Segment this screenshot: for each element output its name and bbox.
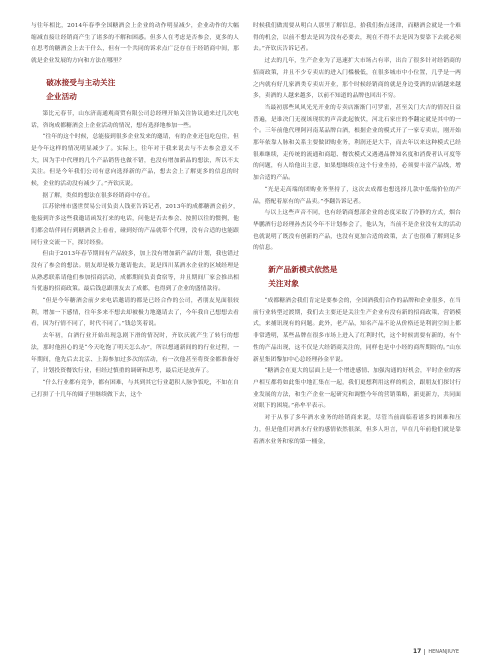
paragraph: 据了解，类似的想法在很多经销商中存在。 <box>42 192 154 199</box>
section-heading-line: 关注对象 <box>268 279 299 289</box>
section-heading-2 <box>253 263 461 291</box>
section-heading-1 <box>31 76 239 104</box>
right-column <box>253 21 461 448</box>
paragraph: 对于从事了多年酒水业务的经销商来说，尽管当前面临着诸多的困难和压力，但是他们对酒水行业的感情依然很深，但多人坦言，早在几年前他们就是靠着酒水业务和家的第一桶金， <box>253 415 461 445</box>
paragraph: 江苏徐州市盛世贸易公司负责人钱亚告诉记者，2013年的成都糖酒会前夕，他接到许多这些我邀请函发打来的电话，问他是否去参会、按照以往的惯例，他们都会结伴同行到糖酒会上看看，碰到好的产品就带个代理，没有合适的也能跟同行业交流一下，探讨经验。 <box>31 204 239 246</box>
paragraph: “光是走高端的团购业务坚持了，这次去成都也想选择几款中低端价位的产品，搭配着原有的产品卖。”李翻告诉记者。 <box>253 186 461 205</box>
paragraph: 时候我们做需要从明白人那里了解信息，拾我们指点迷津，而糖酒会就是一个难得的机会，以前不想去是因为没有必要去，现在不得不去是因为要靠下去就必须去。”齐钦庆告诉记者。 <box>253 23 461 53</box>
paragraph: “成都糖酒会我们肯定是要参会的，全国酒我们合作的品牌和企业很多，在当前行业转型过渡期，我们去主要还是关注生产企业有没有新的招商政策，营销模式，来捕讯现有的问题。此外，老产品，知名产品不论从价格还是利润空间上都非常透明，某些品牌在很多市场上进入了红利时代，这个时候需要有新的，有个性的产品出现，这不仅是大经销商关注的，同样也是中小经的商所期盼的。”山东新星集团黎加中心总经理孙金平说。 <box>253 298 461 363</box>
paragraph: “糖酒会在更大的层面上是一个增进感情、加强沟通的好机会，平时企业的客户相互都将如此集中地汇集在一起，我们更想利用这样的机会，跟朋友们探讨行业发展的方法，和生产企业一起研究和调整今年的营销策略，新更新力，共同面对眼下的困境。”孙牟平表示。 <box>253 368 461 410</box>
paragraph: “但是今年糖酒会前夕来电话邀请的都是已经合作的公司，者朋友见面很较利，增加一下感情，往年多来不想去却被极力地邀请去了，今年我自己想想去看看，因为行情不同了，时代不同了。”钱总笑着说。 <box>31 298 239 328</box>
paragraph: “往年的这个时候，总能接到很多企业发来的邀请，有的企业还包吃包住，但是今年这样的情况明显减少了。实际上，往年对于我来说去与不去参会意义不大，因为手中代理的几个产品销售也做不错，也没有增加新品的想法，所以不太关注。但是今年我们公司有意向选择新的产品，想去会上了解更多的信息的时候，企业的活动没有减少了。”齐钦庆说。 <box>31 134 239 188</box>
paragraph: 第比元春节，山东济南通观商贸有限公司总经理开始关注协议通来过几次电话，咨询成都糖酒会上企业活动的情况，想有选择地参加一些。 <box>31 110 239 129</box>
paragraph: 但由于2013年春节期间有产品较多，加上没有增加新产品的计划，我也错过没有了参会的想法。朋友却是极力邀请他去，说是四川某酒水企业的区域经理是从熟悉联系请他们参加招商活动，成都期间负责食宿等，并且期间厂家会推出相当优惠的招商政策。最后钱总跟朋友去了成都，也得到了企业的盛情款待。 <box>31 251 239 293</box>
left-column <box>31 21 239 401</box>
magazine-name: HENANJIUYE <box>428 648 459 655</box>
section-heading-line: 新产品新模式依然是 <box>268 265 338 275</box>
paragraph: 去年初，白酒行业开始出现急剧下滑的情况时，齐钦庆就产生了转行的想法，那时他担心的是“今天吃饱了明天怎么办”，所以想通新间的的行业过程，一年期间，他先后去北京、上海参加过多次的活动，有一次他甚至将资金都准备好了，计划投资餐饮行业，但经过慎重的调研和思考，最后还是放弃了。 <box>31 333 239 375</box>
page-footer <box>413 648 459 655</box>
paragraph: 过去的几年，生产企业为了迅速扩大市场占有率，出台了很多针对经销商的招商政策，并且不少专卖店的进入门槛极低，在很多城市中小位置，几乎是一两之内就有好几家酒类专卖店开业，那个时候经销商的就是身边受酒的店铺越来越多，卖酒的人越来越多，以前不知道的品牌也回出不穷。 <box>253 58 461 100</box>
paragraph: 与往年相比，2014年春季全国糖酒会上企业的动作明显减少，企业动作的大幅缩减直接让经销商产生了诸多的不解和困惑。但多人在考虑是否参会，更多的人在思考的糖酒会上去干什么，但有一个共同的诉求点广泛存在于经销商中间，那就是企业发展的方向和方法在哪里？ <box>31 23 239 65</box>
page-number: 17 <box>412 648 422 655</box>
paragraph: 当最初那些风风光光开业的专卖店渐渐门可罗雀，甚至关门大吉的情况日益普遍，是谁决门无视该现状的声音此起彼伏，河北石家庄的李翻定就是其中的一个。三年前他代理阿河南某品牌白酒，根据企业的模式开了一家专卖店，刚开始那年依靠人脉和关系主要做团购业务，利润还是大手，而去年以来这种模式已经很难继续，走传统的流通和商超、餐饮模式又遇遇品牌知名度和消费者认可度等的问题，有人给他出主意，如果想继续在这个行业坐持，必须要丰富产品线，增加合适的产品。 <box>253 104 461 182</box>
section-heading-line: 企业活动 <box>46 91 77 101</box>
paragraph: “什么行业都有竞争，都有困难，与其到其它行业超积人脉争饭吃，不如在自己打拼了十几年的圈子里继续做下去，这个 <box>31 379 239 398</box>
section-heading-line: 破冰接受与主动关注 <box>46 77 116 87</box>
footer-divider <box>424 649 425 655</box>
paragraph: 与以上这些声音不同，也有经销商想部企业的态度采取了冷静的方式，烟台华鹏酒行总经理孙杰民今年不计划参会了，他认为，当前不是企业没有太的活动也就说明了既没有创新的产品，也没有更加合适的政策，去了也很难了解到足多的信息。 <box>253 210 461 252</box>
